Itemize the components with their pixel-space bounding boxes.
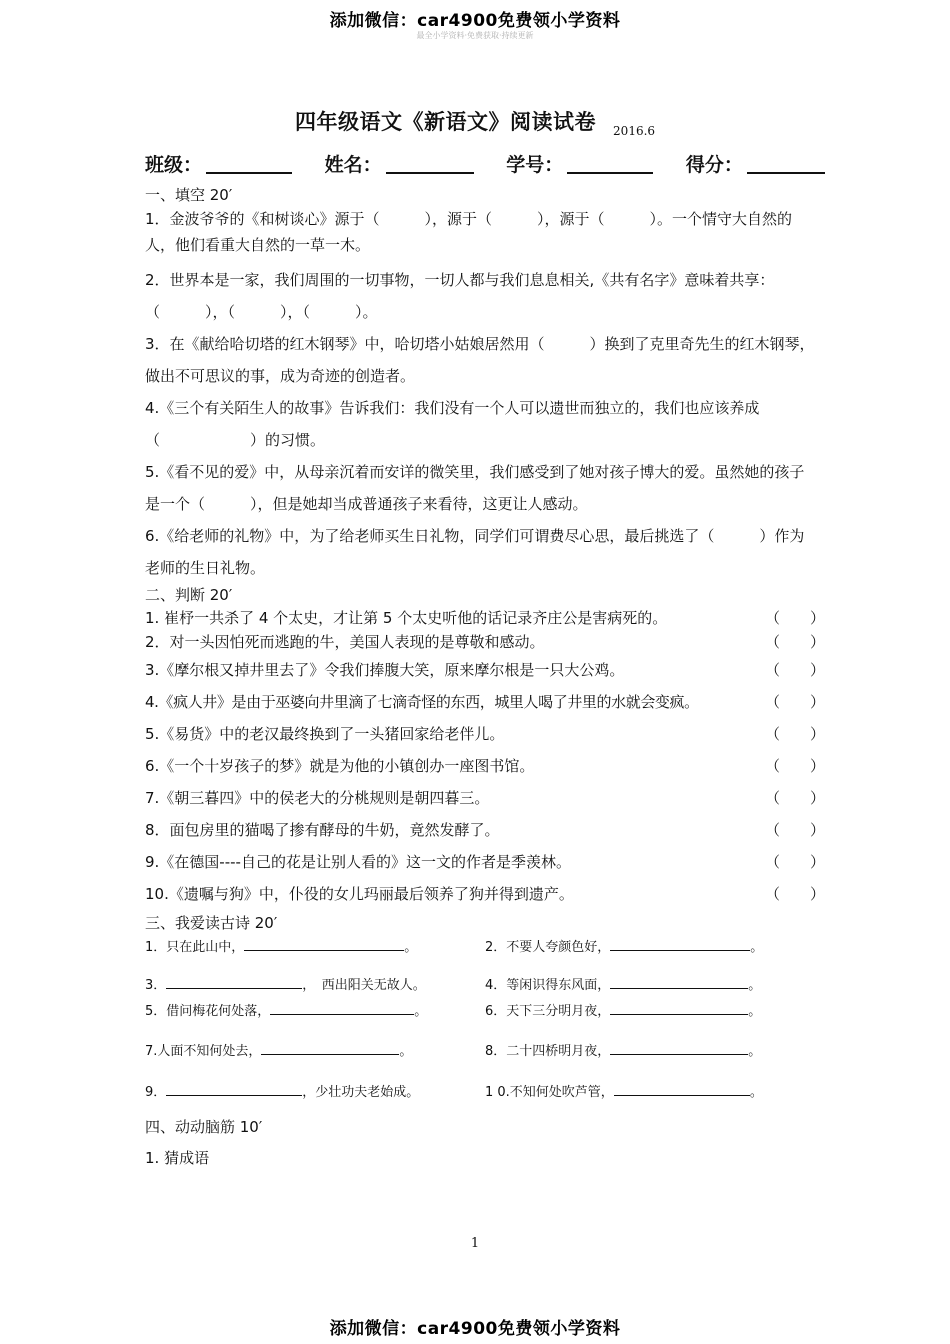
page-number: 1 <box>470 1236 480 1251</box>
judge-row <box>145 686 826 718</box>
judge-answer-paren[interactable]: （ ） <box>765 757 826 775</box>
poem-period: 。 <box>748 1044 762 1059</box>
judge-statement: 4.《疯人井》是由于巫婆向井里滴了七滴奇怪的东西，城里人喝了井里的水就会变疯。 <box>145 693 699 711</box>
poem-period: 。 <box>404 940 418 955</box>
name-field <box>325 150 474 177</box>
number-label: 学号： <box>506 154 564 176</box>
judge-statement: 3.《摩尔根又掉井里去了》令我们捧腹大笑，原来摩尔根是一只大公鸡。 <box>145 661 625 679</box>
poem-period: 。 <box>748 1004 762 1019</box>
poem-row <box>145 1081 817 1105</box>
name-label: 姓名： <box>324 154 382 176</box>
page-title: 四年级语文《新语文》阅读试卷 <box>294 110 596 134</box>
poem-answer-blank[interactable] <box>610 1040 748 1055</box>
exam-date: 2016.6 <box>613 124 656 138</box>
fill-question-4: 4.《三个有关陌生人的故事》告诉我们：我们没有一个人可以遗世而独立的，我们也应该养成（ ）的习惯。 <box>145 399 760 449</box>
judge-row <box>145 630 826 654</box>
judge-statement: 8．面包房里的猫喝了掺有酵母的牛奶，竟然发酵了。 <box>145 821 500 839</box>
class-blank[interactable] <box>206 152 292 174</box>
fill-question-1: 1．金波爷爷的《和树谈心》源于（ ），源于（ ），源于（ ）。一个情守大自然的人，他们看重大自然的一草一木。 <box>145 210 793 254</box>
poem-period: 。 <box>750 940 764 955</box>
judge-statement: 5.《易货》中的老汉最终换到了一头猪回家给老伴儿。 <box>145 725 505 743</box>
poem-period: 。 <box>748 978 762 993</box>
poem-line: 5．借问梅花何处落， <box>145 1004 271 1019</box>
poem-line: 9． <box>145 1085 167 1100</box>
poem-item-4 <box>485 974 761 998</box>
poem-answer-blank[interactable] <box>166 1081 302 1096</box>
poem-line: 6．天下三分明月夜， <box>485 1004 611 1019</box>
poem-answer-blank[interactable] <box>261 1040 399 1055</box>
judge-answer-paren[interactable]: （ ） <box>765 609 826 627</box>
fill-question-5: 5.《看不见的爱》中，从母亲沉着而安详的微笑里，我们感受到了她对孩子博大的爱。虽然她的孩子是一个（ ），但是她却当成普通孩子来看待，这更让人感动。 <box>145 463 805 513</box>
poem-line: 3． <box>145 978 167 993</box>
poem-row <box>145 936 817 960</box>
fill-question-2: 2．世界本是一家，我们周围的一切事物，一切人都与我们息息相关,《共有名字》意味着共享：（ ），（ ），（ ）。 <box>145 271 775 321</box>
judge-row <box>145 606 826 630</box>
judge-answer-paren[interactable]: （ ） <box>765 661 826 679</box>
judge-row <box>145 750 826 782</box>
poem-row <box>145 1000 817 1024</box>
title-line <box>0 106 950 136</box>
judge-row <box>145 718 826 750</box>
score-field <box>686 150 825 177</box>
poem-grid <box>145 934 817 1110</box>
section4-heading: 四、动动脑筋 10′ <box>145 1118 263 1136</box>
poem-item-3 <box>145 974 426 998</box>
poem-answer-blank[interactable] <box>610 936 750 951</box>
number-blank[interactable] <box>567 152 653 174</box>
poem-item-10 <box>485 1081 763 1105</box>
judge-answer-paren[interactable]: （ ） <box>765 789 826 807</box>
judge-answer-paren[interactable]: （ ） <box>765 853 826 871</box>
poem-item-9 <box>145 1081 419 1105</box>
poem-line: 4．等闲识得东风面， <box>485 978 611 993</box>
poem-line-after: ， 西出阳关无故人。 <box>302 978 426 993</box>
watermark-top: 添加微信：car4900免费领小学资料 <box>329 11 621 31</box>
fill-question-6: 6.《给老师的礼物》中，为了给老师买生日礼物，同学们可谓费尽心思，最后挑选了（ ）作为老师的生日礼物。 <box>145 527 805 577</box>
fill-question-3: 3．在《献给哈切塔的红木钢琴》中，哈切塔小姑娘居然用（ ）换到了克里奇先生的红木钢琴，做出不可思议的事，成为奇迹的创造者。 <box>145 335 815 385</box>
name-blank[interactable] <box>386 152 474 174</box>
class-label: 班级： <box>145 154 203 176</box>
judge-row <box>145 654 826 686</box>
student-info-row <box>145 150 825 177</box>
poem-period: 。 <box>414 1004 428 1019</box>
poem-answer-blank[interactable] <box>270 1000 414 1015</box>
judge-answer-paren[interactable]: （ ） <box>765 885 826 903</box>
poem-answer-blank[interactable] <box>166 974 302 989</box>
section2-heading: 二、判断 20′ <box>145 586 233 604</box>
poem-line: 2．不要人夸颜色好， <box>485 940 611 955</box>
score-blank[interactable] <box>747 152 825 174</box>
section1-heading: 一、填空 20′ <box>145 186 233 204</box>
judge-row <box>145 782 826 814</box>
poem-row <box>145 1040 817 1064</box>
poem-item-7 <box>145 1040 412 1064</box>
exam-content <box>145 184 826 1174</box>
score-label: 得分： <box>685 154 743 176</box>
poem-period: 。 <box>399 1044 413 1059</box>
judge-statement: 7.《朝三暮四》中的侯老大的分桃规则是朝四暮三。 <box>145 789 490 807</box>
poem-item-2 <box>485 936 763 960</box>
judge-statement: 1. 崔杼一共杀了 4 个太史，才让第 5 个太史听他的话记录齐庄公是害病死的。 <box>145 609 668 627</box>
judge-row <box>145 846 826 878</box>
judge-statement: 10.《遗嘱与狗》中，仆役的女儿玛丽最后领养了狗并得到遗产。 <box>145 885 574 903</box>
poem-item-1 <box>145 936 417 960</box>
class-field <box>145 150 292 177</box>
judge-answer-paren[interactable]: （ ） <box>765 725 826 743</box>
poem-answer-blank[interactable] <box>614 1081 750 1096</box>
judge-statement: 6.《一个十岁孩子的梦》就是为他的小镇创办一座图书馆。 <box>145 757 535 775</box>
poem-period: 。 <box>749 1085 763 1100</box>
poem-line-after: ，少壮功夫老始成。 <box>302 1085 420 1100</box>
poem-answer-blank[interactable] <box>610 1000 748 1015</box>
judge-answer-paren[interactable]: （ ） <box>765 693 826 711</box>
watermark-bottom: 添加微信：car4900免费领小学资料 <box>329 1319 621 1339</box>
poem-answer-blank[interactable] <box>610 974 748 989</box>
judge-answer-paren[interactable]: （ ） <box>765 633 826 651</box>
judge-row <box>145 878 826 910</box>
poem-row <box>145 974 817 998</box>
judge-statement: 9.《在德国----自己的花是让别人看的》这一文的作者是季羡林。 <box>145 853 571 871</box>
brain-item-1: 1. 猜成语 <box>145 1149 210 1167</box>
poem-line: 8．二十四桥明月夜， <box>485 1044 611 1059</box>
judge-statement: 2．对一头因怕死而逃跑的牛，美国人表现的是尊敬和感动。 <box>145 633 545 651</box>
section3-heading: 三、我爱读古诗 20′ <box>145 914 278 932</box>
poem-item-5 <box>145 1000 427 1024</box>
poem-line: 1．只在此山中， <box>145 940 245 955</box>
poem-item-6 <box>485 1000 761 1024</box>
judge-answer-paren[interactable]: （ ） <box>765 821 826 839</box>
poem-answer-blank[interactable] <box>244 936 404 951</box>
judge-row <box>145 814 826 846</box>
number-field <box>506 150 653 177</box>
poem-item-8 <box>485 1040 761 1064</box>
faint-watermark-text: 最全小学资料·免费获取·持续更新 <box>416 31 534 40</box>
poem-line: 1 0.不知何处吹芦管， <box>485 1085 614 1100</box>
poem-line: 7.人面不知何处去， <box>145 1044 262 1059</box>
